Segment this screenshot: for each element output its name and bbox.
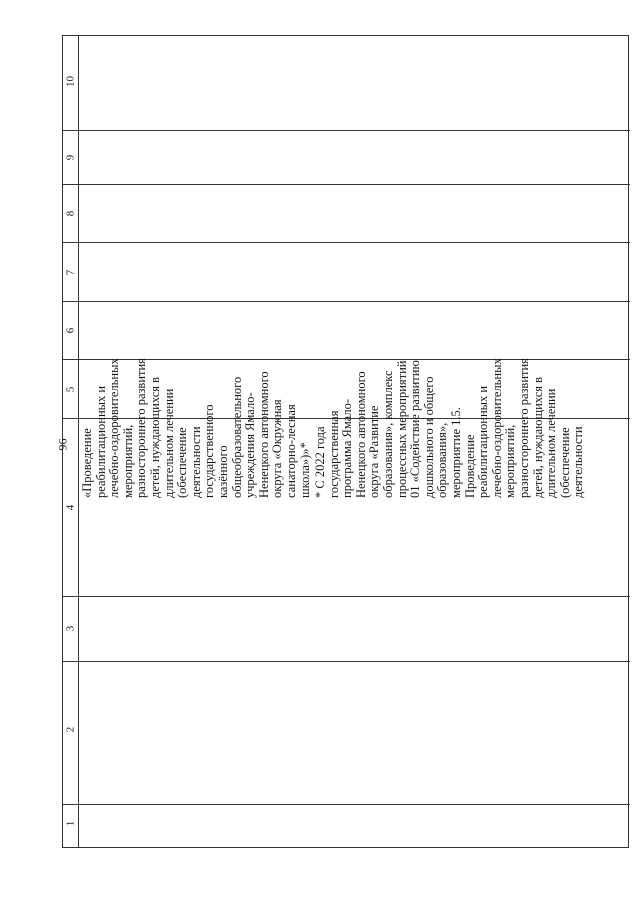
column-number: 4 <box>64 504 77 511</box>
column-divider <box>63 804 630 805</box>
column-divider <box>63 596 630 597</box>
column-number: 2 <box>64 726 77 733</box>
cell-paragraph-2: * С 2022 года государственная программа Ямало- Ненецкого автономного округа «Развитие образования», комплекс процессных мероприятий 01 «Содействие развитию дошкольного и общего образования», мероприятие 1.5. Проведение реабилитационных и лечебно-оздоровительных мероприятий, разностороннего развития детей, нуждающихся в длительном лечении (обеспечение деятельности <box>313 358 586 498</box>
data-table <box>62 35 629 848</box>
column-number: 9 <box>64 154 77 161</box>
column-divider <box>63 130 630 131</box>
page-number: 96 <box>55 438 70 451</box>
column-number: 3 <box>64 625 77 632</box>
column-divider <box>63 661 630 662</box>
cell-paragraph-1: «Проведение реабилитационных и лечебно-оздоровительных мероприятий, разностороннего развития детей, нуждающихся в длительном лечении (обеспечение деятельности государственного казённого общеобразовательного учреждения Ямало- Ненецкого автономного округа «Окружная санаторно-лесная школа»)»* <box>80 358 312 498</box>
column-divider <box>63 242 630 243</box>
column-number: 10 <box>64 76 77 87</box>
column-number: 6 <box>64 327 77 334</box>
column-divider <box>63 184 630 185</box>
column-number: 7 <box>64 269 77 276</box>
column-number: 5 <box>64 386 77 393</box>
column-number: 1 <box>64 820 77 827</box>
column-number: 8 <box>64 210 77 217</box>
